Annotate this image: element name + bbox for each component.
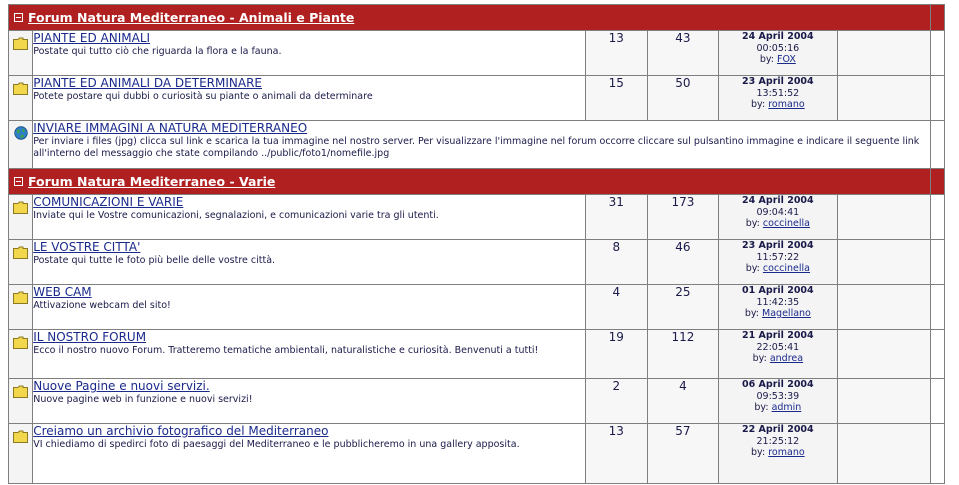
forum-description: Ecco il nostro nuovo Forum. Tratteremo tematiche ambientali, naturalistiche e curiosità. Benvenuti a tutti! xyxy=(33,345,539,356)
forum-description: Inviate qui le Vostre comunicazioni, segnalazioni, e comunicazioni varie tra gli utenti. xyxy=(33,210,439,221)
posts-count: 112 xyxy=(648,330,719,379)
last-post-time: 00:05:16 xyxy=(756,42,800,54)
forum-title-link[interactable]: WEB CAM xyxy=(33,285,92,299)
posts-count: 25 xyxy=(648,285,719,330)
forum-description: Potete postare qui dubbi o curiosità su piante o animali da determinare xyxy=(33,91,373,102)
moderators-cell xyxy=(837,195,930,240)
last-post-cell xyxy=(718,195,837,240)
last-post-user-link[interactable]: romano xyxy=(768,99,805,110)
forum-title-link[interactable]: Creiamo un archivio fotografico del Mediterraneo xyxy=(33,424,329,438)
row-edge xyxy=(930,240,944,285)
moderators-cell xyxy=(837,240,930,285)
last-post-date: 23 April 2004 xyxy=(742,76,814,87)
by-label: by: xyxy=(751,447,766,458)
category-header-end xyxy=(930,169,944,195)
forum-main-cell xyxy=(33,424,585,484)
forum-description: VI chiediamo di spedirci foto di paesaggi del Mediterraneo e le pubblicheremo in una gallery apposita. xyxy=(33,439,520,450)
last-post-time: 11:42:35 xyxy=(756,296,800,308)
forum-row xyxy=(9,424,945,484)
forum-icon-cell xyxy=(9,330,33,379)
by-label: by: xyxy=(745,263,760,274)
posts-count: 173 xyxy=(648,195,719,240)
last-post-cell xyxy=(718,285,837,330)
forum-icon-cell xyxy=(9,76,33,121)
forum-row xyxy=(9,285,945,330)
last-post-time: 13:51:52 xyxy=(756,87,800,99)
by-label: by: xyxy=(745,218,760,229)
forum-main-cell xyxy=(33,330,585,379)
topics-count: 8 xyxy=(585,240,648,285)
posts-count: 4 xyxy=(648,379,719,424)
moderators-cell xyxy=(837,330,930,379)
category-header xyxy=(9,5,931,31)
last-post-time: 21:25:12 xyxy=(756,435,800,447)
forum-row xyxy=(9,330,945,379)
forum-icon-cell xyxy=(9,121,33,169)
by-label: by: xyxy=(754,402,769,413)
posts-count: 43 xyxy=(648,31,719,76)
topics-count: 2 xyxy=(585,379,648,424)
last-post-user-link[interactable]: coccinella xyxy=(762,263,810,274)
forum-description: Attivazione webcam del sito! xyxy=(33,300,171,311)
forum-icon-cell xyxy=(9,285,33,330)
last-post-by xyxy=(760,54,796,65)
topics-count: 13 xyxy=(585,31,648,76)
folder-icon xyxy=(13,201,28,214)
last-post-date: 22 April 2004 xyxy=(742,424,814,435)
posts-count: 50 xyxy=(648,76,719,121)
last-post-user-link[interactable]: admin xyxy=(771,402,802,413)
last-post-date: 23 April 2004 xyxy=(742,240,814,251)
forum-description: Nuove pagine web in funzione e nuovi servizi! xyxy=(33,394,253,405)
last-post-cell xyxy=(718,31,837,76)
by-label: by: xyxy=(759,54,774,65)
folder-icon xyxy=(13,430,28,443)
last-post-user-link[interactable]: Magellano xyxy=(762,308,811,319)
forum-main-cell xyxy=(33,121,931,169)
last-post-user-link[interactable]: romano xyxy=(768,447,805,458)
forum-title-link[interactable]: Nuove Pagine e nuovi servizi. xyxy=(33,379,210,393)
category-row xyxy=(9,169,945,195)
last-post-date: 24 April 2004 xyxy=(742,195,814,206)
row-edge xyxy=(930,195,944,240)
last-post-by xyxy=(751,99,805,110)
by-label: by: xyxy=(744,308,759,319)
last-post-cell xyxy=(718,330,837,379)
folder-icon xyxy=(13,37,28,50)
last-post-by xyxy=(745,308,811,319)
moderators-cell xyxy=(837,424,930,484)
last-post-date: 21 April 2004 xyxy=(742,330,814,341)
collapse-icon[interactable] xyxy=(14,177,23,186)
globe-icon xyxy=(14,126,28,140)
last-post-time: 22:05:41 xyxy=(756,341,800,353)
by-label: by: xyxy=(752,353,767,364)
last-post-cell xyxy=(718,240,837,285)
forum-row xyxy=(9,31,945,76)
forum-index-table xyxy=(8,4,945,484)
forum-title-link[interactable]: COMUNICAZIONI E VARIE xyxy=(33,195,184,209)
moderators-cell xyxy=(837,379,930,424)
last-post-by xyxy=(751,447,805,458)
row-edge xyxy=(930,330,944,379)
forum-title-link[interactable]: PIANTE ED ANIMALI DA DETERMINARE xyxy=(33,76,262,90)
row-edge xyxy=(930,31,944,76)
last-post-time: 09:04:41 xyxy=(756,206,800,218)
forum-description: Postate qui tutto ciò che riguarda la flora e la fauna. xyxy=(33,46,282,57)
last-post-user-link[interactable]: FOX xyxy=(777,54,796,65)
forum-row xyxy=(9,240,945,285)
topics-count: 4 xyxy=(585,285,648,330)
forum-main-cell xyxy=(33,195,585,240)
forum-main-cell xyxy=(33,379,585,424)
folder-icon xyxy=(13,336,28,349)
last-post-by xyxy=(754,402,801,413)
last-post-date: 06 April 2004 xyxy=(742,379,814,390)
topics-count: 15 xyxy=(585,76,648,121)
folder-icon xyxy=(13,82,28,95)
row-edge xyxy=(930,424,944,484)
forum-title-link[interactable]: PIANTE ED ANIMALI xyxy=(33,31,151,45)
forum-title-link[interactable]: LE VOSTRE CITTA' xyxy=(33,240,141,254)
category-title[interactable]: Forum Natura Mediterraneo - Varie xyxy=(28,174,276,189)
forum-main-cell xyxy=(33,31,585,76)
folder-icon xyxy=(13,291,28,304)
moderators-cell xyxy=(837,285,930,330)
last-post-cell xyxy=(718,76,837,121)
last-post-date: 24 April 2004 xyxy=(742,31,814,42)
forum-row xyxy=(9,76,945,121)
folder-icon xyxy=(13,246,28,259)
forum-icon-cell xyxy=(9,424,33,484)
forum-title-link[interactable]: IL NOSTRO FORUM xyxy=(33,330,147,344)
forum-icon-cell xyxy=(9,379,33,424)
category-row xyxy=(9,5,945,31)
forum-row xyxy=(9,195,945,240)
last-post-cell xyxy=(718,424,837,484)
forum-description: Per inviare i files (jpg) clicca sul link e scarica la tua immagine nel nostro server. Per visualizzare l'immagine nel forum occorre cliccare sul pulsantino immagine e indicare il seguente link all'interno del messaggio che state compilando ../public/foto1/nomefile.jpg xyxy=(33,136,920,159)
last-post-by xyxy=(746,263,810,274)
category-header-end xyxy=(930,5,944,31)
row-edge xyxy=(930,121,944,169)
forum-row xyxy=(9,121,945,169)
by-label: by: xyxy=(751,99,766,110)
forum-description: Postate qui tutte le foto più belle delle vostre città. xyxy=(33,255,276,266)
last-post-by xyxy=(753,353,803,364)
folder-icon xyxy=(13,385,28,398)
topics-count: 13 xyxy=(585,424,648,484)
last-post-cell xyxy=(718,379,837,424)
forum-icon-cell xyxy=(9,195,33,240)
last-post-time: 11:57:22 xyxy=(756,251,800,263)
posts-count: 46 xyxy=(648,240,719,285)
collapse-icon[interactable] xyxy=(14,13,23,22)
category-header xyxy=(9,169,931,195)
last-post-date: 01 April 2004 xyxy=(742,285,814,296)
forum-main-cell xyxy=(33,285,585,330)
forum-row xyxy=(9,379,945,424)
forum-title-link[interactable]: INVIARE IMMAGINI A NATURA MEDITERRANEO xyxy=(33,121,308,135)
category-title[interactable]: Forum Natura Mediterraneo - Animali e Piante xyxy=(28,10,355,25)
last-post-time: 09:53:39 xyxy=(756,390,800,402)
row-edge xyxy=(930,76,944,121)
forum-main-cell xyxy=(33,240,585,285)
moderators-cell xyxy=(837,76,930,121)
last-post-user-link[interactable]: coccinella xyxy=(762,218,810,229)
topics-count: 19 xyxy=(585,330,648,379)
last-post-user-link[interactable]: andrea xyxy=(769,353,804,364)
forum-icon-cell xyxy=(9,31,33,76)
row-edge xyxy=(930,285,944,330)
topics-count: 31 xyxy=(585,195,648,240)
posts-count: 57 xyxy=(648,424,719,484)
last-post-by xyxy=(746,218,810,229)
row-edge xyxy=(930,379,944,424)
forum-main-cell xyxy=(33,76,585,121)
moderators-cell xyxy=(837,31,930,76)
forum-icon-cell xyxy=(9,240,33,285)
